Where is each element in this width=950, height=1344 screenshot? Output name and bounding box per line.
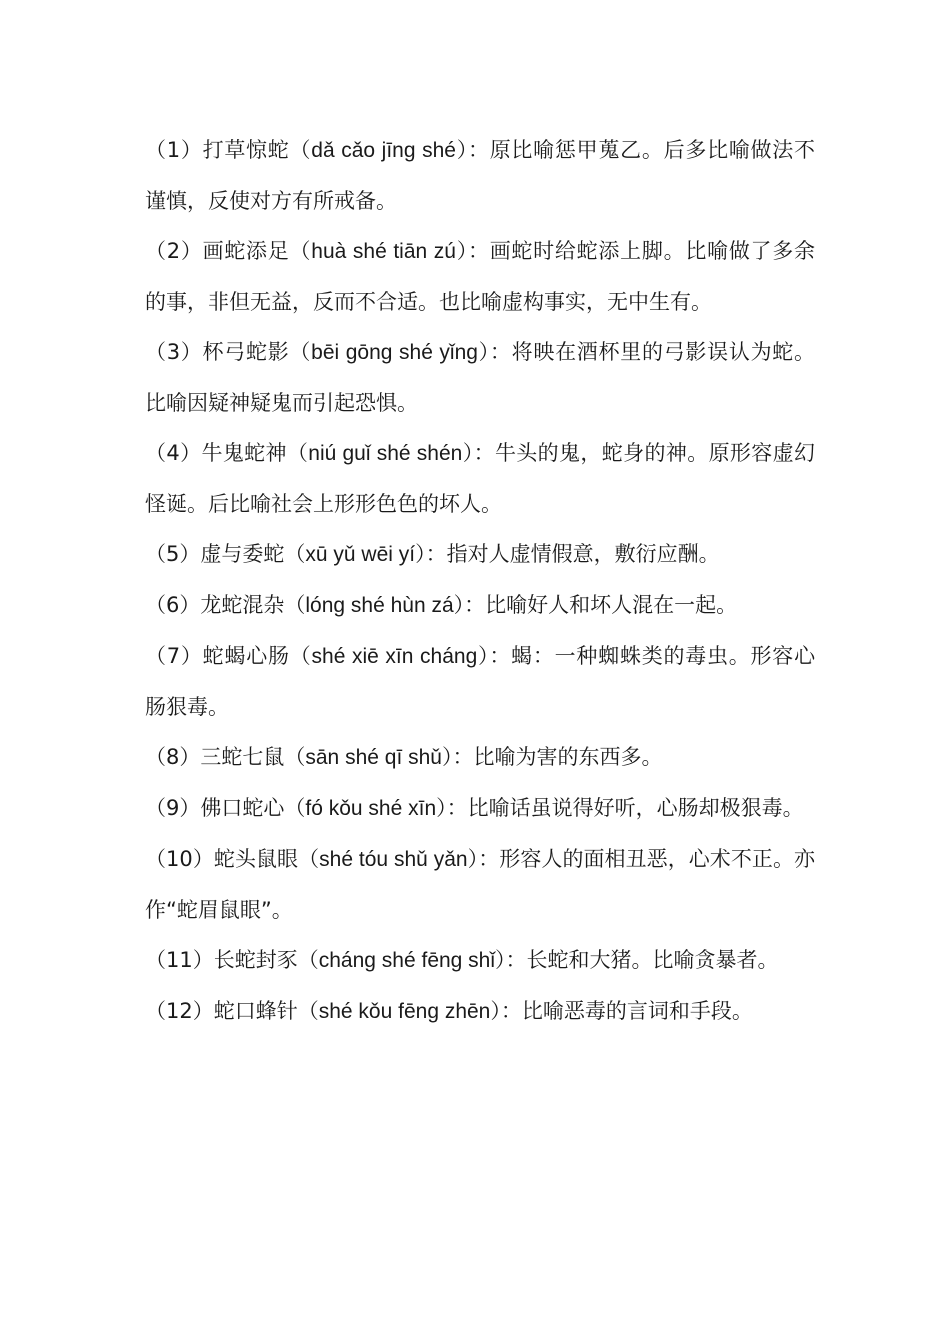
close-paren: ） [453,593,465,617]
idiom-pinyin: sān shé qī shǔ [305,746,442,769]
entry-number: （1） [145,138,203,162]
close-paren: ） [477,644,490,668]
idiom-word: 佛口蛇心 [200,796,285,820]
entry-number: （5） [145,542,201,566]
open-paren: （ [289,340,312,364]
idiom-pinyin: niú guǐ shé shén [308,442,463,465]
idiom-entry-9 [145,783,815,834]
idiom-pinyin: bēi gōng shé yǐng [311,341,478,364]
idiom-definition: 比喻为害的东西多。 [473,745,663,769]
close-paren: ） [415,542,426,566]
idiom-pinyin: dǎ cǎo jīng shé [311,139,456,162]
colon: ： [452,745,474,769]
idiom-word: 长蛇封豕 [213,948,298,972]
idiom-definition: 比喻话虽说得好听，心肠却极狠毒。 [467,796,804,820]
idiom-entry-2 [145,226,815,327]
close-paren: ） [495,948,506,972]
colon: ： [446,796,468,820]
idiom-word: 画蛇添足 [202,239,290,263]
idiom-word: 杯弓蛇影 [202,340,290,364]
idiom-definition: 比喻好人和坏人混在一起。 [485,593,738,617]
colon: ： [425,542,447,566]
entry-number: （3） [145,340,203,364]
idiom-definition: 蝎：一种蜘蛛类的毒虫。形容心肠狠毒。 [145,644,816,719]
colon: ： [467,138,490,162]
colon: ： [467,239,490,263]
entry-number: （7） [145,644,203,668]
close-paren: ） [467,847,479,871]
idiom-definition: 长蛇和大猪。比喻贪暴者。 [526,948,779,972]
idiom-entry-3 [145,327,815,428]
colon: ： [500,999,522,1023]
idiom-entry-7 [145,631,815,732]
open-paren: （ [289,644,312,668]
idiom-pinyin: shé xiē xīn cháng [311,645,478,668]
idiom-pinyin: lóng shé hùn zá [305,594,454,617]
entry-number: （9） [145,796,201,820]
entry-number: （8） [145,745,201,769]
idiom-entry-6 [145,580,815,631]
idiom-pinyin: huà shé tiān zú [311,240,456,263]
colon: ： [473,441,495,465]
colon: ： [464,593,486,617]
open-paren: （ [284,542,306,566]
idiom-definition: 指对人虚情假意，敷衍应酬。 [446,542,720,566]
close-paren: ） [455,138,468,162]
idiom-word: 蛇蝎心肠 [202,644,290,668]
open-paren: （ [284,593,306,617]
open-paren: （ [298,847,320,871]
idiom-word: 虚与委蛇 [200,542,285,566]
idiom-pinyin: xū yǔ wēi yí [305,543,416,566]
idiom-word: 打草惊蛇 [202,138,290,162]
open-paren: （ [286,441,309,465]
close-paren: ） [490,999,501,1023]
entry-number: （6） [145,593,201,617]
idiom-entry-8 [145,732,815,783]
idiom-definition: 比喻恶毒的言词和手段。 [521,999,753,1023]
idiom-pinyin: cháng shé fēng shǐ [318,949,496,972]
entry-number: （12） [145,999,214,1023]
idiom-definition: 牛头的鬼，蛇身的神。原形容虚幻怪诞。后比喻社会上形形色色的坏人。 [145,441,816,516]
close-paren: ） [455,239,468,263]
idiom-entry-4 [145,428,815,529]
idiom-entry-10 [145,834,815,935]
idiom-entry-1 [145,125,815,226]
colon: ： [489,644,512,668]
idiom-word: 蛇口蜂针 [213,999,298,1023]
colon: ： [489,340,512,364]
idiom-entry-5 [145,529,815,580]
idiom-pinyin: fó kǒu shé xīn [305,797,437,820]
open-paren: （ [289,138,312,162]
idiom-pinyin: shé tóu shǔ yǎn [319,848,468,871]
entry-number: （10） [145,847,214,871]
entry-number: （4） [145,441,202,465]
open-paren: （ [284,745,306,769]
idiom-definition: 画蛇时给蛇添上脚。比喻做了多余的事，非但无益，反而不合适。也比喻虚构事实，无中生有。 [145,239,816,314]
idiom-definition: 原比喻惩甲蒐乙。后多比喻做法不谨慎，反使对方有所戒备。 [145,138,816,213]
idiom-definition: 将映在酒杯里的弓影误认为蛇。比喻因疑神疑鬼而引起恐惧。 [145,340,816,415]
idiom-entry-11 [145,935,815,986]
idiom-word: 牛鬼蛇神 [201,441,287,465]
idiom-pinyin: shé kǒu fēng zhēn [318,1000,491,1023]
close-paren: ） [477,340,490,364]
idiom-word: 三蛇七鼠 [200,745,285,769]
open-paren: （ [284,796,306,820]
idiom-word: 蛇头鼠眼 [213,847,299,871]
open-paren: （ [289,239,312,263]
open-paren: （ [297,999,319,1023]
entry-number: （11） [145,948,214,972]
idiom-word: 龙蛇混杂 [200,593,285,617]
idiom-entry-12 [145,986,815,1037]
idiom-list [145,125,815,1037]
close-paren: ） [441,745,453,769]
colon: ： [478,847,500,871]
colon: ： [505,948,527,972]
entry-number: （2） [145,239,203,263]
idiom-definition: 形容人的面相丑恶，心术不正。亦作“蛇眉鼠眼”。 [145,847,816,922]
close-paren: ） [462,441,474,465]
close-paren: ） [436,796,447,820]
open-paren: （ [297,948,319,972]
